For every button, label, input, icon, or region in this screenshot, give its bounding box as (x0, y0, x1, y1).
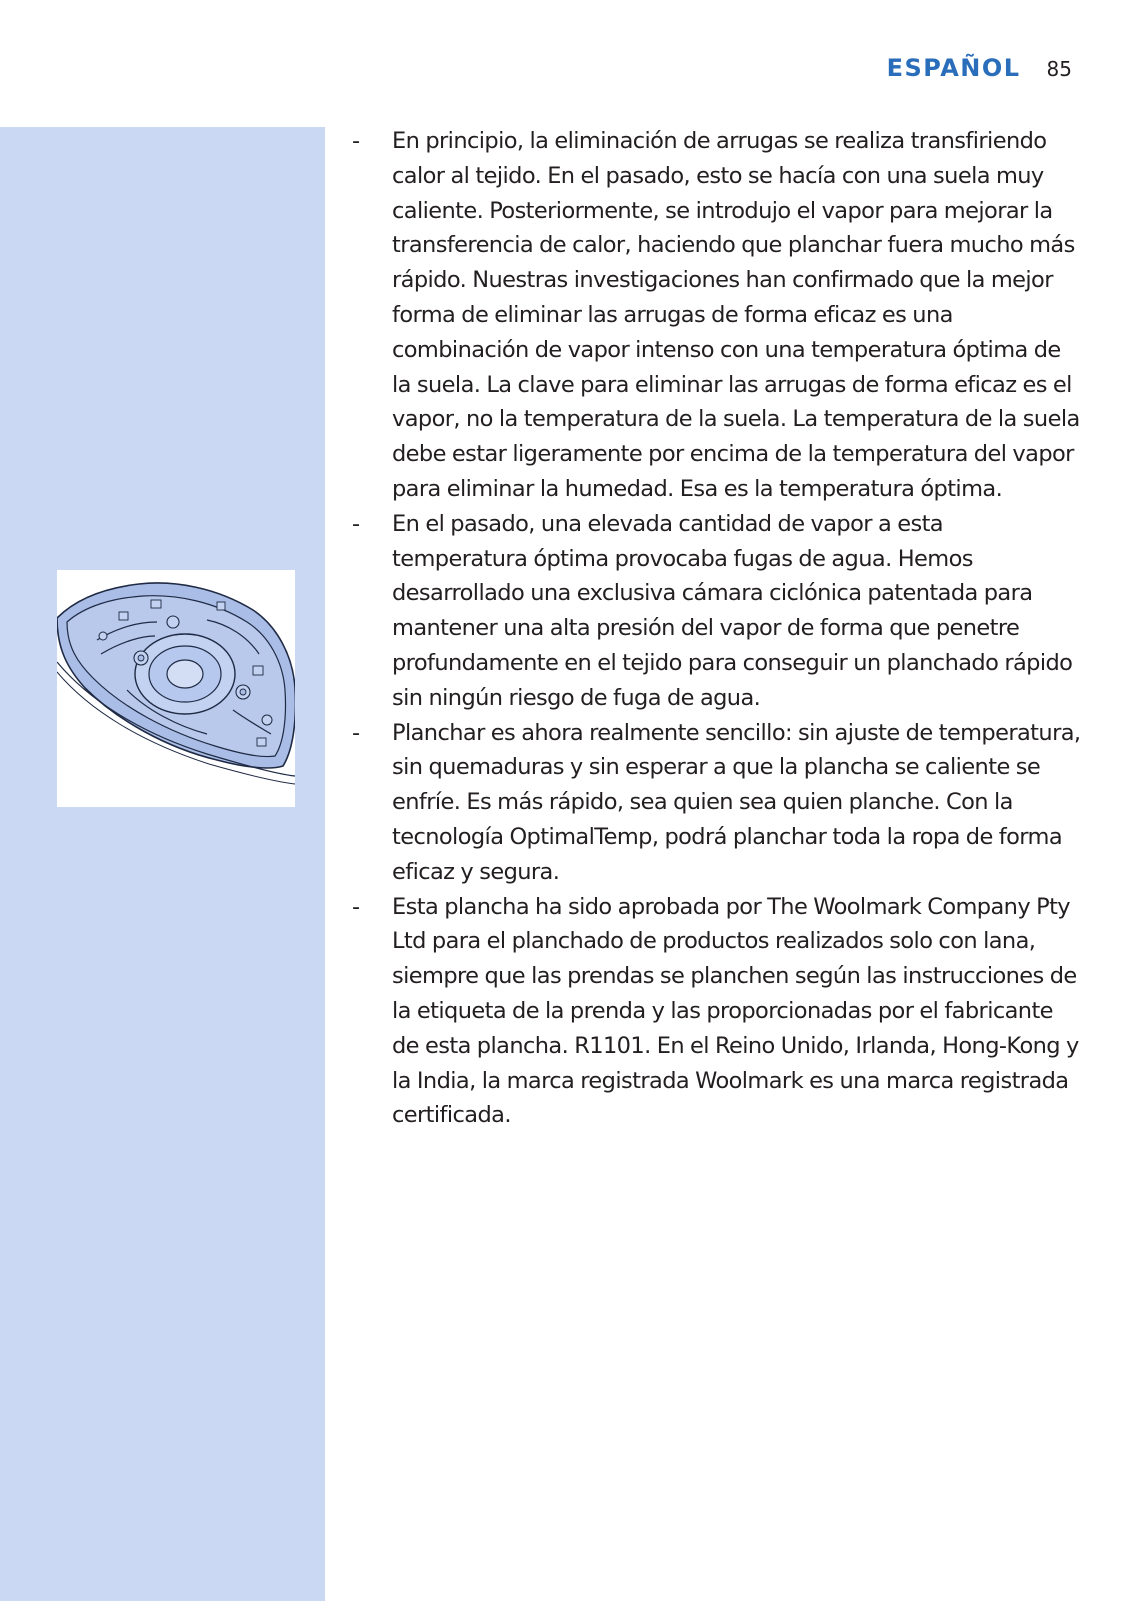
illustration-frame (57, 570, 295, 807)
iron-soleplate-illustration-icon (57, 570, 295, 807)
page-number: 85 (1046, 57, 1072, 81)
bullet-dash: - (352, 510, 360, 537)
bullet-dash: - (352, 128, 360, 154)
callout-pointer-icon (295, 567, 325, 591)
bullet-text: Esta plancha ha sido aprobada por The Woolmark Company Pty Ltd para el planchado de productos realizados solo con lana, siempre que las prendas se planchen según las instrucciones de la etiqueta de la prenda y las proporcionadas por el fabricante de esta plancha. R1101. En el Reino Unido, Irlanda, Hong-Kong y la India, la marca registrada Woolmark es una marca registrada certificada. (392, 893, 1079, 1129)
bullet-dash: - (352, 719, 360, 746)
bullet-dash: - (352, 893, 360, 920)
main-content (352, 124, 1082, 1133)
bullet-text: En el pasado, una elevada cantidad de vapor a esta temperatura óptima provocaba fugas de agua. Hemos desarrollado una exclusiva cámara ciclónica patentada para mantener una alta presión del vapor de forma que penetre profundamente en el tejido para conseguir un planchado rápido sin ningún riesgo de fuga de agua. (392, 510, 1073, 711)
feature-list (352, 124, 1082, 1133)
list-item (352, 716, 1082, 890)
list-item (352, 890, 1082, 1134)
list-item (352, 507, 1082, 716)
list-item (352, 124, 1082, 507)
bullet-text: En principio, la eliminación de arrugas se realiza transfiriendo calor al tejido. En el pasado, esto se hacía con una suela muy caliente. Posteriormente, se introdujo el vapor para mejorar la transferencia de calor, haciendo que planchar fuera mucho más rápido. Nuestras investigaciones han confirmado que la mejor forma de eliminar las arrugas de forma eficaz es una combinación de vapor intenso con una temperatura óptima de la suela. La clave para eliminar las arrugas de forma eficaz es el vapor, no la temperatura de la suela. La temperatura de la suela debe estar ligeramente por encima de la temperatura del vapor para eliminar la humedad. Esa es la temperatura óptima. (392, 128, 1080, 502)
language-label: ESPAÑOL (886, 54, 1021, 82)
bullet-text: Planchar es ahora realmente sencillo: sin ajuste de temperatura, sin quemaduras y sin esperar a que la plancha se caliente se enfríe. Es más rápido, sea quien sea quien planche. Con la tecnología OptimalTemp, podrá planchar toda la ropa de forma eficaz y segura. (392, 719, 1081, 885)
page-header (887, 54, 1072, 90)
sidebar-band (0, 127, 325, 1601)
